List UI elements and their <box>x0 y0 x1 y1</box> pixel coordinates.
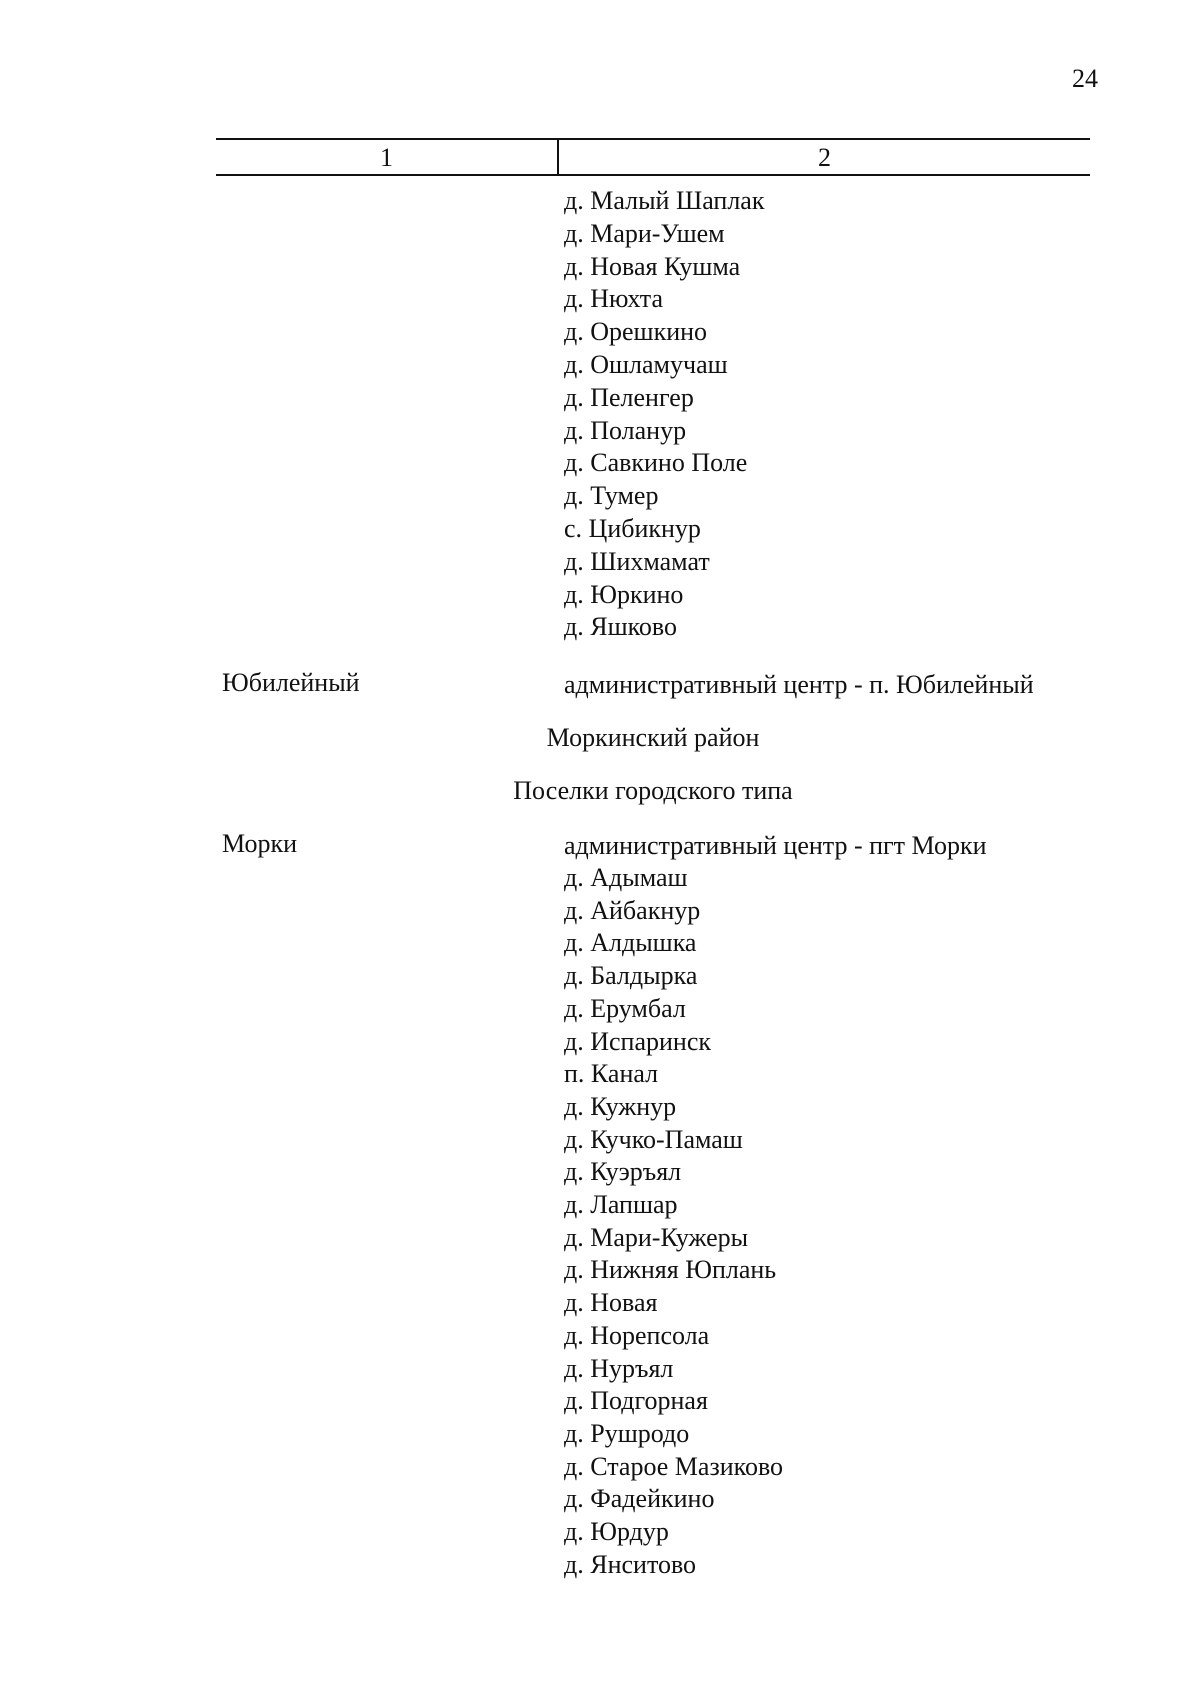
list-item: д. Шихмамат <box>564 546 710 576</box>
list-item: д. Нюхта <box>564 284 663 314</box>
list-item: д. Новая <box>564 1288 658 1318</box>
yubileyny-name: Юбилейный <box>222 668 360 697</box>
morki-center: административный центр - пгт Морки <box>564 831 987 860</box>
list-item: д. Фадейкино <box>564 1484 715 1514</box>
list-item: д. Куэръял <box>564 1157 682 1187</box>
list-item: д. Пеленгер <box>564 382 694 412</box>
list-item: п. Канал <box>564 1059 659 1089</box>
list-item: д. Подгорная <box>564 1386 708 1416</box>
list-item: д. Кучко-Памаш <box>564 1124 743 1154</box>
list-item: д. Юркино <box>564 579 684 609</box>
table-header <box>216 138 1090 176</box>
list-item: д. Мари-Кужеры <box>564 1222 749 1252</box>
district-title: Моркинский район <box>546 723 760 752</box>
list-item: д. Савкино Поле <box>564 448 748 478</box>
list-item: д. Новая Кушма <box>564 251 741 281</box>
list-item: д. Ерумбал <box>564 993 686 1023</box>
section-title: Поселки городского типа <box>513 776 793 805</box>
page-number: 24 <box>1072 64 1098 93</box>
settlement-list-1 <box>564 185 764 644</box>
list-item: д. Кужнур <box>564 1091 677 1121</box>
column-2-header: 2 <box>818 143 831 172</box>
list-item: д. Яшково <box>564 612 678 642</box>
list-item: д. Нуръял <box>564 1353 674 1383</box>
list-item: д. Юрдур <box>564 1517 669 1547</box>
list-item: д. Испаринск <box>564 1026 711 1056</box>
list-item: д. Нижняя Юплань <box>564 1255 777 1285</box>
list-item: д. Норепсола <box>564 1320 710 1350</box>
list-item: д. Лапшар <box>564 1190 678 1220</box>
list-item: д. Рушродо <box>564 1418 690 1448</box>
list-item: д. Поланур <box>564 415 687 445</box>
list-item: д. Янситово <box>564 1549 697 1579</box>
list-item: д. Мари-Ушем <box>564 218 725 248</box>
list-item: д. Ошламучаш <box>564 349 728 379</box>
list-item: с. Цибикнур <box>564 513 701 543</box>
column-1-header: 1 <box>380 143 393 172</box>
settlement-list-2 <box>564 862 783 1581</box>
list-item: д. Малый Шаплак <box>564 186 765 215</box>
list-item: д. Адымаш <box>564 863 688 892</box>
yubileyny-center: административный центр - п. Юбилейный <box>564 670 1034 699</box>
list-item: д. Айбакнур <box>564 895 701 925</box>
list-item: д. Балдырка <box>564 961 698 991</box>
list-item: д. Алдышка <box>564 928 697 958</box>
list-item: д. Орешкино <box>564 317 708 347</box>
morki-name: Морки <box>222 829 298 858</box>
list-item: д. Тумер <box>564 481 659 511</box>
list-item: д. Старое Мазиково <box>564 1451 784 1481</box>
